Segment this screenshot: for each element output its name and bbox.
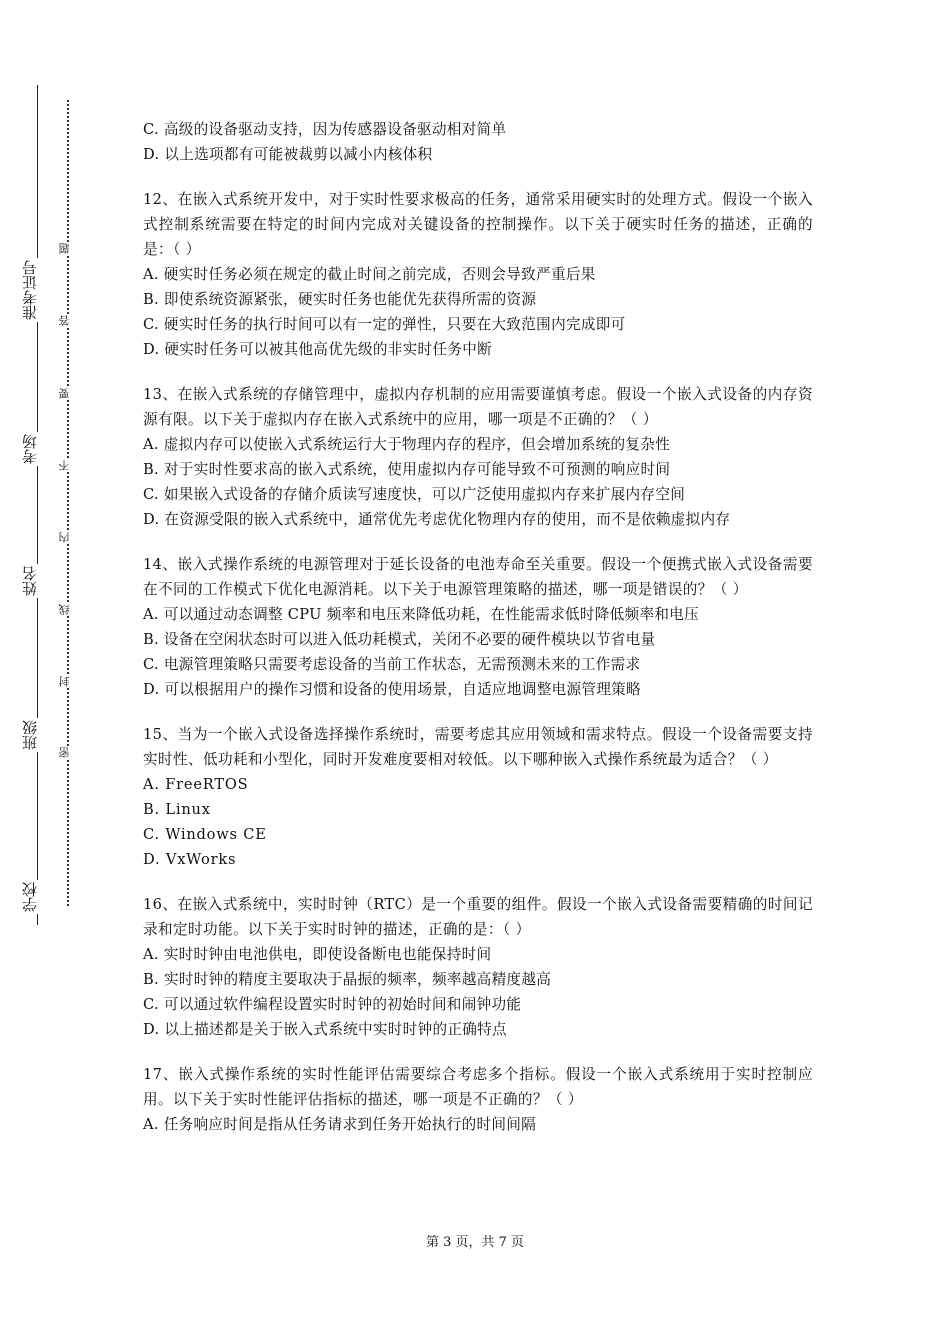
option-item: A. 任务响应时间是指从任务请求到任务开始执行的时间间隔 xyxy=(143,1116,537,1133)
option-item: B. 对于实时性要求高的嵌入式系统，使用虚拟内存可能导致不可预测的响应时间 xyxy=(143,461,671,478)
option-item: C. 可以通过软件编程设置实时时钟的初始时间和闹钟功能 xyxy=(143,996,522,1013)
seal-char: 密 xyxy=(59,746,75,759)
option-item: A. FreeRTOS xyxy=(143,776,249,793)
option-item: B. 设备在空闲状态时可以进入低功耗模式，关闭不必要的硬件模块以节省电量 xyxy=(143,631,656,648)
question-stem: 12、在嵌入式系统开发中，对于实时性要求极高的任务，通常采用硬实时的处理方式。假设一个嵌入式控制系统需要在特定的时间内完成对关键设备的控制操作。以下关于硬实时任务的描述，正确的是：（ ） xyxy=(143,191,813,258)
continued-options xyxy=(143,117,813,167)
seal-char: 题 xyxy=(59,242,75,255)
question-16 xyxy=(143,892,813,1042)
option-item: C. 高级的设备驱动支持，因为传感器设备驱动相对简单 xyxy=(143,121,507,138)
seal-char: 线 xyxy=(59,603,75,616)
field-school-label: 学校 xyxy=(22,880,44,914)
seal-char: 内 xyxy=(59,531,75,544)
field-class-label: 班级 xyxy=(22,718,44,752)
question-stem: 13、在嵌入式系统的存储管理中，虚拟内存机制的应用需要谨慎考虑。假设一个嵌入式设备的内存资源有限。以下关于虚拟内存在嵌入式系统中的应用，哪一项是不正确的？（ ） xyxy=(143,386,813,428)
field-exam-number-label: 准考证号 xyxy=(22,258,44,322)
field-name-label: 姓名 xyxy=(22,564,44,598)
option-item: B. 即使系统资源紧张，硬实时任务也能优先获得所需的资源 xyxy=(143,291,537,308)
option-item: D. VxWorks xyxy=(143,851,237,868)
option-item: C. 硬实时任务的执行时间可以有一定的弹性，只要在大致范围内完成即可 xyxy=(143,316,626,333)
option-item: A. 实时时钟由电池供电，即使设备断电也能保持时间 xyxy=(143,946,492,963)
question-13 xyxy=(143,382,813,532)
binding-dotted-line xyxy=(67,100,69,906)
option-item: D. 可以根据用户的操作习惯和设备的使用场景，自适应地调整电源管理策略 xyxy=(143,681,641,698)
question-17 xyxy=(143,1062,813,1137)
exam-content xyxy=(143,117,813,1157)
option-item: A. 硬实时任务必须在规定的截止时间之前完成，否则会导致严重后果 xyxy=(143,266,596,283)
option-item: D. 硬实时任务可以被其他高优先级的非实时任务中断 xyxy=(143,341,493,358)
option-item: D. 在资源受限的嵌入式系统中，通常优先考虑优化物理内存的使用，而不是依赖虚拟内存 xyxy=(143,511,731,528)
question-stem: 15、当为一个嵌入式设备选择操作系统时，需要考虑其应用领域和需求特点。假设一个设备需要支持实时性、低功耗和小型化，同时开发难度要相对较低。以下哪种嵌入式操作系统最为适合？（ ） xyxy=(143,726,813,768)
question-stem: 14、嵌入式操作系统的电源管理对于延长设备的电池寿命至关重要。假设一个便携式嵌入式设备需要在不同的工作模式下优化电源消耗。以下关于电源管理策略的描述，哪一项是错误的？（ ） xyxy=(143,556,813,598)
binding-solid-line xyxy=(37,85,38,925)
question-14 xyxy=(143,552,813,702)
option-item: B. Linux xyxy=(143,801,211,818)
option-item: C. 电源管理策略只需要考虑设备的当前工作状态，无需预测未来的工作需求 xyxy=(143,656,641,673)
binding-margin xyxy=(0,0,110,1344)
option-item: C. 如果嵌入式设备的存储介质读写速度快，可以广泛使用虚拟内存来扩展内存空间 xyxy=(143,486,686,503)
question-stem: 16、在嵌入式系统中，实时时钟（RTC）是一个重要的组件。假设一个嵌入式设备需要精确的时间记录和定时功能。以下关于实时时钟的描述，正确的是：（ ） xyxy=(143,896,813,938)
option-item: C. Windows CE xyxy=(143,826,267,843)
field-exam-room-label: 考场 xyxy=(22,432,44,466)
seal-char: 不 xyxy=(59,459,75,472)
page-number-footer: 第 3 页，共 7 页 xyxy=(425,1235,525,1250)
seal-char: 封 xyxy=(59,675,75,688)
option-item: D. 以上选项都有可能被裁剪以减小内核体积 xyxy=(143,146,433,163)
option-item: A. 可以通过动态调整 CPU 频率和电压来降低功耗，在性能需求低时降低频率和电压 xyxy=(143,606,700,623)
question-15 xyxy=(143,722,813,872)
option-item: B. 实时时钟的精度主要取决于晶振的频率，频率越高精度越高 xyxy=(143,971,552,988)
seal-char: 要 xyxy=(59,387,75,400)
option-item: D. 以上描述都是关于嵌入式系统中实时时钟的正确特点 xyxy=(143,1021,507,1038)
question-12 xyxy=(143,187,813,362)
seal-char: 答 xyxy=(59,314,75,327)
question-stem: 17、嵌入式操作系统的实时性能评估需要综合考虑多个指标。假设一个嵌入式系统用于实时控制应用。以下关于实时性能评估指标的描述，哪一项是不正确的？（ ） xyxy=(143,1066,813,1108)
option-item: A. 虚拟内存可以使嵌入式系统运行大于物理内存的程序，但会增加系统的复杂性 xyxy=(143,436,671,453)
